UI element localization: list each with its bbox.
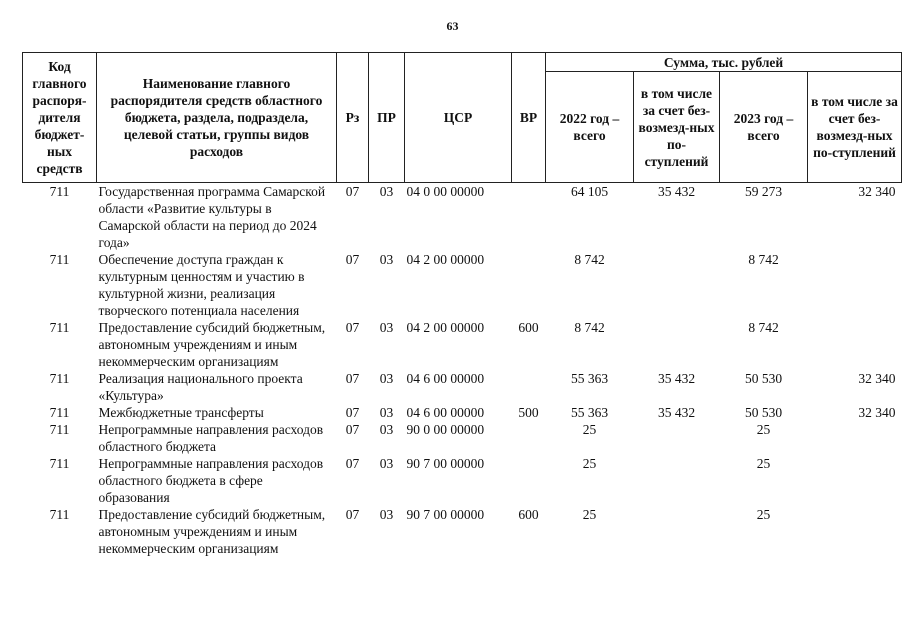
header-2023-grants: в том числе за счет без-возмезд-ных по-ступлений: [808, 72, 902, 183]
cell-2022-grants: [634, 506, 720, 557]
cell-name: Предоставление субсидий бюджетным, автономным учреждениям и иным некоммерческим организациям: [98, 507, 326, 556]
cell-pr: 03: [379, 405, 394, 420]
cell-name: Государственная программа Самарской области «Развитие культуры в Самарской области на период до 2024 года»: [98, 184, 326, 250]
cell-name: Непрограммные направления расходов областного бюджета: [98, 422, 324, 454]
table-header: [23, 53, 902, 183]
cell-code: 711: [49, 320, 70, 335]
cell-2023-grants: [808, 319, 902, 370]
header-sum-group: Сумма, тыс. рублей: [546, 53, 902, 72]
table-row: [23, 404, 902, 421]
cell-2022-grants: [634, 251, 720, 319]
cell-vr: 600: [518, 320, 539, 335]
cell-2022-total: 25: [582, 422, 597, 437]
cell-pr: 03: [379, 456, 394, 471]
header-rz: Рз: [337, 53, 369, 183]
cell-code: 711: [49, 184, 70, 199]
cell-rz: 07: [345, 422, 360, 437]
cell-2022-grants: 35 432: [657, 184, 696, 199]
header-2023-total: 2023 год – всего: [720, 72, 808, 183]
cell-2023-total: 25: [756, 422, 771, 437]
header-2022-total: 2022 год – всего: [546, 72, 634, 183]
cell-rz: 07: [345, 456, 360, 471]
cell-2022-grants: 35 432: [657, 405, 696, 420]
cell-2022-total: 25: [582, 456, 597, 471]
cell-rz: 07: [345, 371, 360, 386]
cell-2022-total: 25: [582, 507, 597, 522]
cell-pr: 03: [379, 252, 394, 267]
cell-2023-total: 59 273: [744, 184, 783, 199]
header-2022-grants: в том числе за счет без-возмезд-ных по-ступлений: [634, 72, 720, 183]
cell-code: 711: [49, 371, 70, 386]
cell-vr: [512, 370, 546, 404]
table-row: [23, 251, 902, 319]
header-pr: ПР: [369, 53, 405, 183]
table-row: [23, 319, 902, 370]
cell-2022-total: 55 363: [570, 371, 609, 386]
cell-code: 711: [49, 422, 70, 437]
page-number: 63: [446, 19, 459, 33]
cell-code: 711: [49, 456, 70, 471]
table-row: [23, 455, 902, 506]
cell-vr: 600: [518, 507, 539, 522]
cell-csr: 04 2 00 00000: [406, 320, 485, 335]
cell-pr: 03: [379, 320, 394, 335]
cell-2022-total: 64 105: [570, 184, 609, 199]
cell-2023-total: 50 530: [744, 371, 783, 386]
cell-vr: [512, 183, 546, 252]
cell-pr: 03: [379, 422, 394, 437]
header-csr: ЦСР: [405, 53, 512, 183]
cell-2023-grants: [808, 506, 902, 557]
cell-rz: 07: [345, 252, 360, 267]
table-row: [23, 421, 902, 455]
cell-csr: 04 6 00 00000: [406, 371, 485, 386]
cell-code: 711: [49, 405, 70, 420]
cell-csr: 90 7 00 00000: [406, 507, 485, 522]
cell-name: Предоставление субсидий бюджетным, автономным учреждениям и иным некоммерческим организациям: [98, 320, 326, 369]
cell-csr: 04 0 00 00000: [406, 184, 485, 199]
cell-name: Межбюджетные трансферты: [98, 405, 264, 420]
cell-code: 711: [49, 252, 70, 267]
cell-2023-total: 8 742: [748, 320, 779, 335]
cell-rz: 07: [345, 507, 360, 522]
cell-csr: 90 0 00 00000: [406, 422, 485, 437]
cell-2023-grants: [808, 421, 902, 455]
cell-2023-grants: [808, 455, 902, 506]
cell-pr: 03: [379, 371, 394, 386]
cell-name: Реализация национального проекта «Культура»: [98, 371, 303, 403]
table-row: [23, 370, 902, 404]
cell-2022-grants: [634, 421, 720, 455]
cell-pr: 03: [379, 507, 394, 522]
cell-2023-grants: 32 340: [858, 371, 896, 386]
cell-2023-total: 25: [756, 507, 771, 522]
cell-vr: [512, 455, 546, 506]
cell-rz: 07: [345, 405, 360, 420]
cell-pr: 03: [379, 184, 394, 199]
cell-2022-grants: 35 432: [657, 371, 696, 386]
cell-name: Непрограммные направления расходов областного бюджета в сфере образования: [98, 456, 324, 505]
cell-vr: [512, 251, 546, 319]
cell-2022-grants: [634, 455, 720, 506]
cell-csr: 04 2 00 00000: [406, 252, 485, 267]
cell-vr: 500: [518, 405, 539, 420]
cell-2023-grants: 32 340: [858, 184, 896, 199]
cell-csr: 90 7 00 00000: [406, 456, 485, 471]
table-row: [23, 183, 902, 252]
header-vr: ВР: [512, 53, 546, 183]
budget-table: [22, 52, 902, 557]
cell-2022-total: 55 363: [570, 405, 609, 420]
cell-vr: [512, 421, 546, 455]
cell-rz: 07: [345, 184, 360, 199]
cell-rz: 07: [345, 320, 360, 335]
cell-2022-total: 8 742: [574, 252, 605, 267]
cell-2023-grants: [808, 251, 902, 319]
cell-csr: 04 6 00 00000: [406, 405, 485, 420]
cell-2022-total: 8 742: [574, 320, 605, 335]
header-code: Код главного распоря-дителя бюджет-ных средств: [23, 53, 97, 183]
table-row: [23, 506, 902, 557]
cell-2023-total: 8 742: [748, 252, 779, 267]
cell-2022-grants: [634, 319, 720, 370]
cell-name: Обеспечение доступа граждан к культурным ценностям и участию в культурной жизни, реализация творческого потенциала населения: [98, 252, 305, 318]
cell-code: 711: [49, 507, 70, 522]
cell-2023-total: 25: [756, 456, 771, 471]
cell-2023-grants: 32 340: [858, 405, 896, 420]
cell-2023-total: 50 530: [744, 405, 783, 420]
table-body: [23, 183, 902, 558]
header-name: Наименование главного распорядителя средств областного бюджета, раздела, подраздела, целевой статьи, группы видов расходов: [97, 53, 337, 183]
